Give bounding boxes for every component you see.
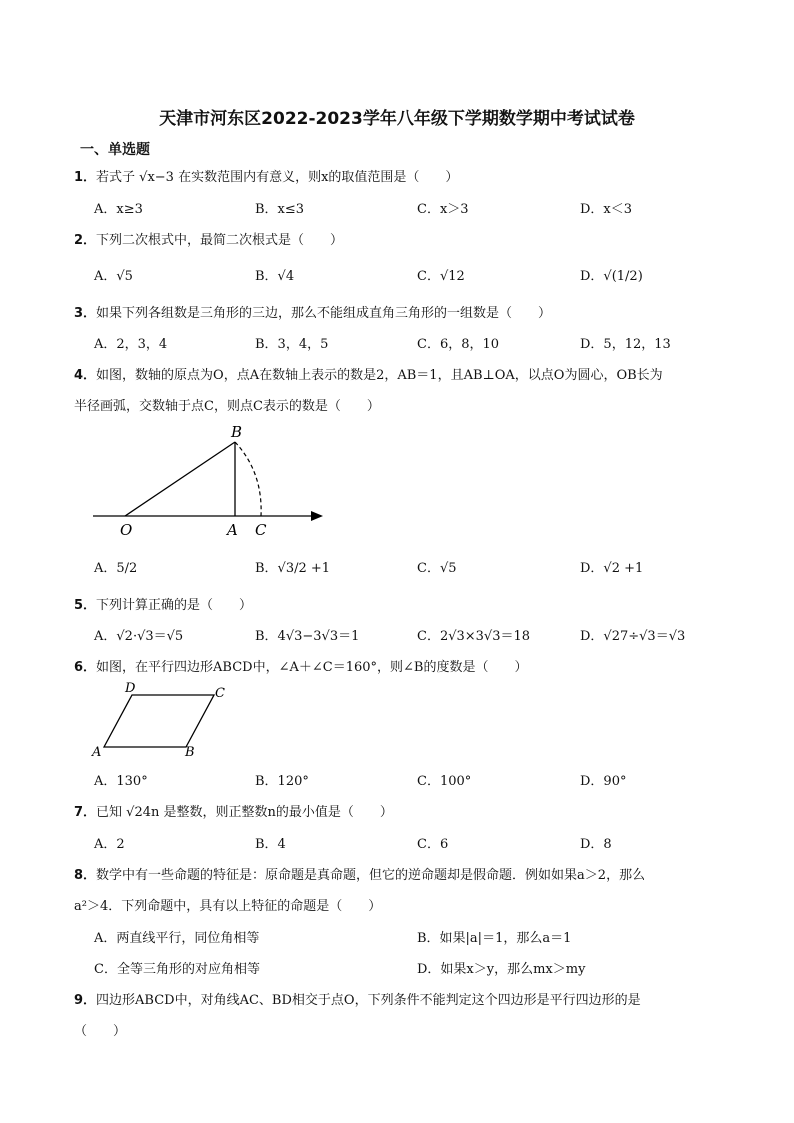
label-o: O xyxy=(120,521,133,539)
question-2 xyxy=(74,229,343,248)
question-stem: 如图，数轴的原点为O，点A在数轴上表示的数是2，AB＝1，且AB⊥OA，以点O为圆心，OB长为 xyxy=(96,368,663,383)
option-c: C．6 xyxy=(417,837,449,852)
option-a: A．两直线平行，同位角相等 xyxy=(94,931,260,946)
label-c: C xyxy=(255,521,267,539)
option-b: B．√4 xyxy=(255,269,295,284)
page-title: 天津市河东区2022-2023学年八年级下学期数学期中考试试卷 xyxy=(159,109,635,129)
option-c: C．x＞3 xyxy=(417,202,469,217)
option-a: A．130° xyxy=(94,774,148,789)
option-a: A．√5 xyxy=(94,269,133,284)
option-c: C．100° xyxy=(417,774,472,789)
option-b: B．x≤3 xyxy=(255,202,305,217)
section-heading: 一、单选题 xyxy=(80,142,150,158)
question-number: 1． xyxy=(74,170,97,185)
option-b: B．120° xyxy=(255,774,309,789)
question-number: 5． xyxy=(74,598,97,613)
question-4-line-2: 半径画弧，交数轴于点C，则点C表示的数是（ ） xyxy=(74,399,380,414)
question-stem: 下列计算正确的是（ ） xyxy=(96,598,253,613)
option-b: B．4 xyxy=(255,837,286,852)
option-d: D．8 xyxy=(580,837,612,852)
option-d: D．√(1/2) xyxy=(580,269,643,284)
option-d: D．√27÷√3＝√3 xyxy=(580,629,686,644)
option-a: A．2，3，4 xyxy=(94,337,168,352)
question-stem: 数学中有一些命题的特征是：原命题是真命题，但它的逆命题却是假命题．例如如果a＞2，那么 xyxy=(96,868,646,883)
question-stem: 下列二次根式中，最简二次根式是（ ） xyxy=(96,233,344,248)
question-5 xyxy=(74,594,252,613)
question-8-line-2: a²＞4．下列命题中，具有以上特征的命题是（ ） xyxy=(74,899,382,914)
question-number: 7． xyxy=(74,805,97,820)
question-3 xyxy=(74,302,551,321)
question-4 xyxy=(74,364,663,383)
option-b: B．如果|a|＝1，那么a＝1 xyxy=(417,931,572,946)
arc-oc xyxy=(235,442,261,516)
option-c: C．全等三角形的对应角相等 xyxy=(94,962,260,977)
number-line-figure xyxy=(85,420,330,540)
option-c: C．√5 xyxy=(417,561,457,576)
label-a: A xyxy=(227,521,238,539)
option-b: B．3，4，5 xyxy=(255,337,329,352)
option-c: C．2√3×3√3＝18 xyxy=(417,629,531,644)
question-6 xyxy=(74,656,527,675)
label-b: B xyxy=(231,423,243,441)
question-9-line-2: （ ） xyxy=(74,1024,127,1039)
option-c: C．√12 xyxy=(417,269,465,284)
question-number: 4． xyxy=(74,368,97,383)
option-a: A．5/2 xyxy=(94,561,138,576)
arrow-head-icon xyxy=(311,511,323,521)
option-d: D．5，12，13 xyxy=(580,337,671,352)
parallelogram-abcd xyxy=(104,695,214,747)
option-d: D．90° xyxy=(580,774,627,789)
question-stem: 如果下列各组数是三角形的三边，那么不能组成直角三角形的一组数是（ ） xyxy=(96,306,552,321)
option-d: D．如果x＞y，那么mx＞my xyxy=(417,962,586,977)
option-a: A．2 xyxy=(94,837,125,852)
question-number: 2． xyxy=(74,233,97,248)
option-b: B．4√3−3√3＝1 xyxy=(255,629,360,644)
segment-ob xyxy=(125,442,235,516)
question-1 xyxy=(74,166,458,185)
option-c: C．6，8，10 xyxy=(417,337,500,352)
option-a: A．x≥3 xyxy=(94,202,143,217)
question-8 xyxy=(74,864,645,883)
option-a: A．√2·√3＝√5 xyxy=(94,629,184,644)
question-stem: 若式子 √x−3 在实数范围内有意义，则x的取值范围是（ ） xyxy=(96,170,459,185)
question-number: 8． xyxy=(74,868,97,883)
question-number: 6． xyxy=(74,660,97,675)
option-b: B．√3/2 +1 xyxy=(255,561,331,576)
parallelogram-figure xyxy=(88,680,238,760)
question-number: 3． xyxy=(74,306,97,321)
label-c: C xyxy=(215,686,225,701)
question-number: 9． xyxy=(74,993,97,1008)
label-a: A xyxy=(92,745,102,760)
option-d: D．√2 +1 xyxy=(580,561,644,576)
question-stem: 如图，在平行四边形ABCD中，∠A＋∠C＝160°，则∠B的度数是（ ） xyxy=(96,660,528,675)
question-9 xyxy=(74,989,641,1008)
option-d: D．x＜3 xyxy=(580,202,633,217)
label-b: B xyxy=(185,745,195,760)
question-stem: 四边形ABCD中，对角线AC、BD相交于点O，下列条件不能判定这个四边形是平行四边形的是 xyxy=(96,993,641,1008)
question-stem: 已知 √24n 是整数，则正整数n的最小值是（ ） xyxy=(96,805,393,820)
label-d: D xyxy=(125,681,136,696)
question-7 xyxy=(74,801,393,820)
